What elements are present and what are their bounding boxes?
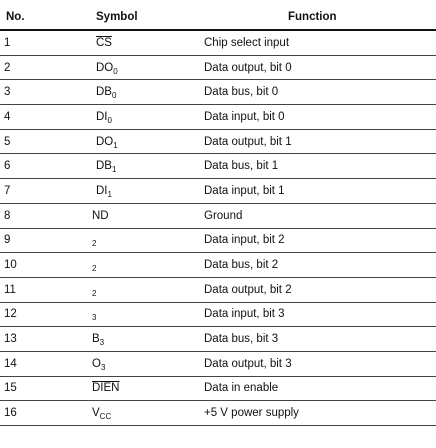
pin-number: 9: [0, 228, 88, 253]
pin-symbol: [88, 302, 192, 327]
pin-symbol: [88, 401, 192, 426]
pin-symbol: [88, 327, 192, 352]
symbol-base: DB: [96, 86, 112, 99]
table-row: [0, 203, 436, 228]
table-row: [0, 277, 436, 302]
pin-function: Data output, bit 0: [192, 55, 436, 80]
symbol-text: [92, 284, 96, 296]
pin-function: Data bus, bit 3: [192, 327, 436, 352]
symbol-text: [96, 111, 112, 123]
pin-number: 8: [0, 203, 88, 228]
table-body: [0, 30, 436, 426]
symbol-text: [96, 136, 118, 148]
symbol-base: DI: [96, 110, 108, 123]
symbol-text: [96, 86, 117, 101]
table-row: [0, 253, 436, 278]
symbol-subscript: CC: [99, 412, 112, 422]
pin-number: 13: [0, 327, 88, 352]
symbol-base: O: [92, 357, 101, 370]
pin-number: 5: [0, 129, 88, 154]
symbol-text: [92, 234, 97, 249]
table-row: [0, 327, 436, 352]
symbol-base: DO: [96, 135, 114, 148]
pin-function: Chip select input: [192, 30, 436, 55]
symbol-base: DB: [96, 160, 112, 173]
header-no: No.: [0, 4, 88, 30]
pin-number: 11: [0, 277, 88, 302]
pin-symbol: [88, 80, 192, 105]
symbol-subscript: 0: [107, 115, 112, 125]
table-row: [0, 351, 436, 376]
table-header: [0, 4, 436, 30]
pin-function: Data bus, bit 1: [192, 154, 436, 179]
symbol-subscript: 1: [111, 165, 117, 175]
symbol-text: [92, 358, 105, 370]
symbol-text: [92, 308, 97, 323]
pin-function: Ground: [192, 203, 436, 228]
symbol-base: DI: [96, 184, 108, 197]
pin-symbol: [88, 154, 192, 179]
header-row: [0, 4, 436, 30]
symbol-subscript: 0: [111, 91, 117, 101]
table-row: [0, 376, 436, 401]
symbol-base: V: [92, 407, 100, 420]
symbol-base: DO: [96, 61, 114, 74]
pin-number: 2: [0, 55, 88, 80]
table-row: [0, 129, 436, 154]
pin-number: 14: [0, 351, 88, 376]
pin-symbol: [88, 30, 192, 55]
symbol-text: [92, 259, 97, 274]
pin-function: Data bus, bit 2: [192, 253, 436, 278]
symbol-subscript: 0: [113, 66, 118, 76]
symbol-text: [96, 185, 112, 197]
pin-symbol: [88, 179, 192, 204]
table-row: [0, 154, 436, 179]
symbol-text: [92, 407, 112, 422]
pin-symbol: [88, 376, 192, 401]
pin-function: Data input, bit 3: [192, 302, 436, 327]
pin-number: 1: [0, 30, 88, 55]
pin-number: 10: [0, 253, 88, 278]
table-row: [0, 228, 436, 253]
pin-number: 3: [0, 80, 88, 105]
pin-symbol: [88, 55, 192, 80]
pin-number: 15: [0, 376, 88, 401]
table-row: [0, 401, 436, 426]
table-row: [0, 80, 436, 105]
pin-symbol: [88, 105, 192, 130]
pin-symbol: [88, 203, 192, 228]
symbol-text: [92, 210, 109, 222]
pin-function: Data output, bit 2: [192, 277, 436, 302]
symbol-subscript: 2: [92, 239, 97, 249]
pin-number: 16: [0, 401, 88, 426]
table-row: [0, 55, 436, 80]
pin-function: Data bus, bit 0: [192, 80, 436, 105]
symbol-subscript: 1: [107, 189, 112, 199]
header-function: Function: [192, 4, 436, 30]
pin-symbol: [88, 277, 192, 302]
pin-function: Data input, bit 2: [192, 228, 436, 253]
pin-function: Data output, bit 3: [192, 351, 436, 376]
table-row: [0, 302, 436, 327]
symbol-text: [92, 382, 119, 394]
symbol-subscript: 2: [92, 264, 97, 274]
pin-function: Data output, bit 1: [192, 129, 436, 154]
symbol-text: [96, 62, 118, 74]
pin-number: 12: [0, 302, 88, 327]
pin-number: 7: [0, 179, 88, 204]
table-row: [0, 30, 436, 55]
pin-function: Data in enable: [192, 376, 436, 401]
symbol-subscript: 2: [92, 288, 97, 298]
pin-function: Data input, bit 1: [192, 179, 436, 204]
pin-table: [0, 4, 436, 426]
symbol-base: $\overline{CS}$: [96, 36, 112, 49]
symbol-subscript: 3: [99, 338, 105, 348]
pin-symbol: [88, 253, 192, 278]
symbol-text: [92, 333, 105, 348]
header-symbol: Symbol: [88, 4, 192, 30]
pin-symbol: [88, 351, 192, 376]
symbol-text: [96, 37, 112, 49]
pin-function: +5 V power supply: [192, 401, 436, 426]
symbol-text: [96, 160, 117, 175]
symbol-base: B: [92, 333, 100, 346]
pin-symbol: [88, 228, 192, 253]
symbol-base: ND: [92, 209, 109, 222]
pin-symbol: [88, 129, 192, 154]
pin-function: Data input, bit 0: [192, 105, 436, 130]
symbol-subscript: 3: [92, 313, 97, 323]
pin-number: 4: [0, 105, 88, 130]
table-row: [0, 105, 436, 130]
table-row: [0, 179, 436, 204]
symbol-subscript: 1: [113, 140, 118, 150]
symbol-subscript: 3: [100, 362, 106, 372]
symbol-base: DIEN: [92, 382, 120, 395]
pin-number: 6: [0, 154, 88, 179]
